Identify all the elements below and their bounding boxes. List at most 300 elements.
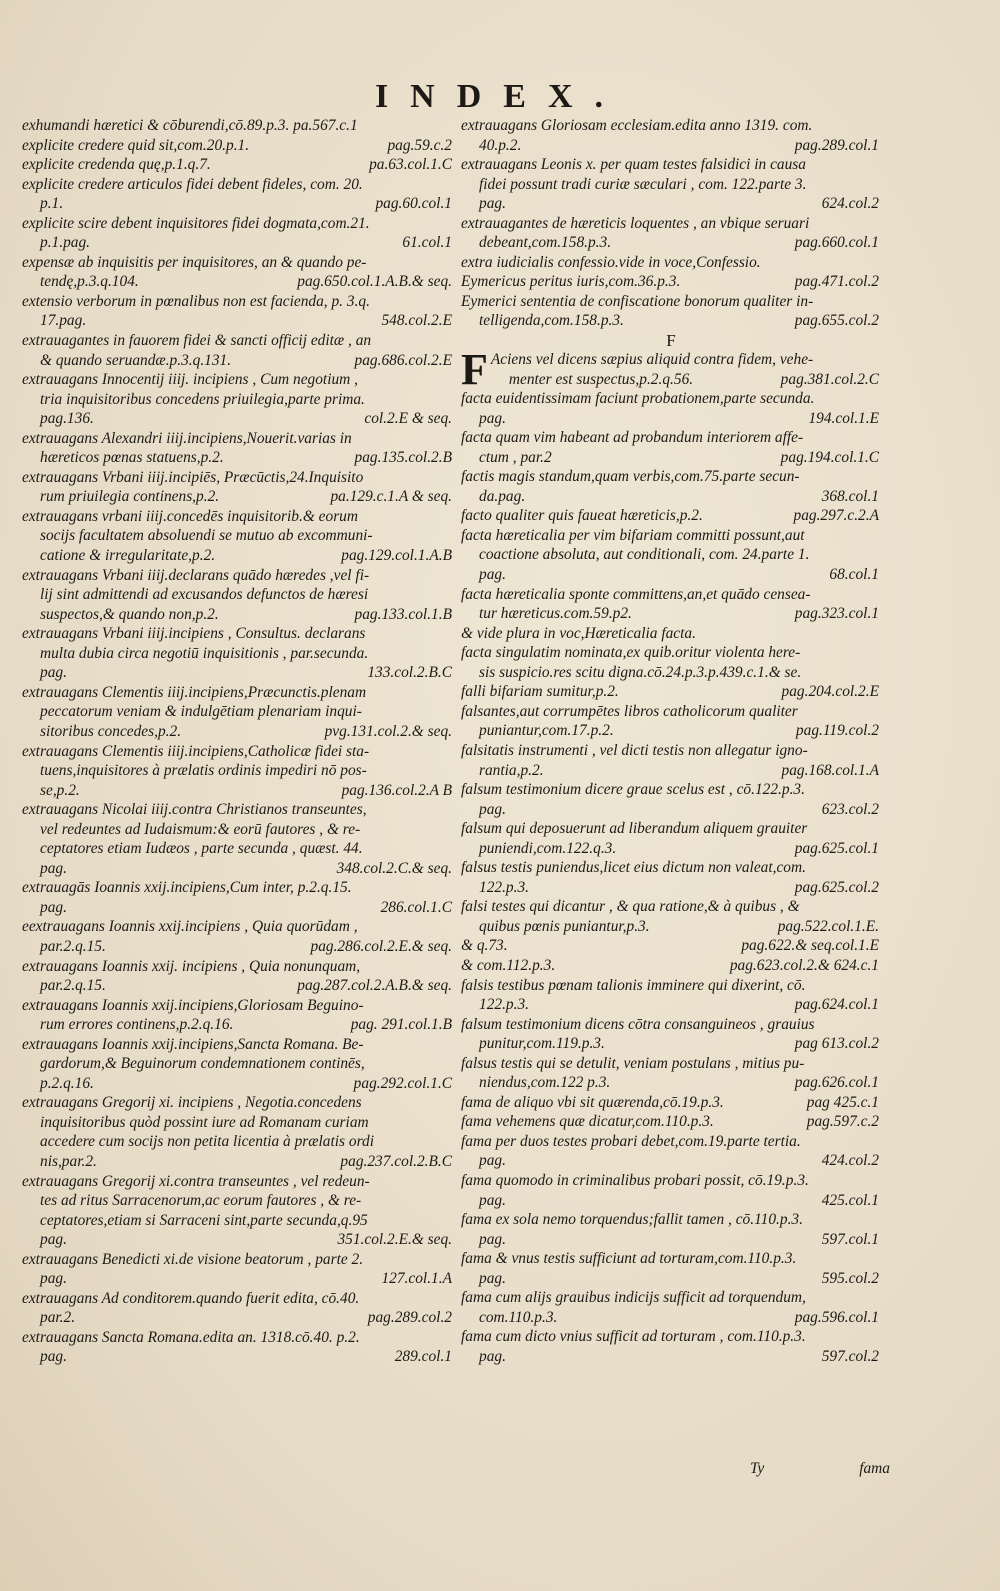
page-reference: pag.323.col.1 [794, 605, 879, 623]
entry-line: expensæ ab inquisitis per inquisitores, an & quando pe- [22, 253, 367, 271]
page-reference: pag.624.col.1 [794, 996, 879, 1014]
page-reference: 425.col.1 [821, 1191, 879, 1209]
entry-reference-row [22, 1269, 454, 1289]
index-entry [461, 1327, 881, 1366]
page-reference: pag.686.col.2.E [354, 351, 452, 369]
entry-line: ceptatores,etiam si Sarraceni sint,parte secunda,q.95 [40, 1211, 368, 1229]
entry-reference-row [22, 351, 454, 371]
entry-reference-row [461, 800, 881, 820]
entry-reference-row [22, 605, 454, 625]
index-entry [22, 1035, 454, 1094]
entry-reference-row [461, 272, 881, 292]
page-reference: pa.63.col.1.C [369, 156, 452, 174]
page-reference: 623.col.2 [821, 800, 879, 818]
entry-line: par.2. [40, 1309, 76, 1327]
index-entry [22, 996, 454, 1035]
index-entry [461, 585, 881, 624]
index-entry [22, 683, 454, 742]
page-reference: 194.col.1.E [808, 409, 879, 427]
page-reference: 597.col.2 [821, 1347, 879, 1365]
entry-reference-row [22, 722, 454, 742]
entry-line: multa dubia circa negotiū inquisitionis , par.secunda. [40, 644, 369, 662]
entry-line: fama cum dicto vnius sufficit ad torturam , com.110.p.3. [461, 1328, 806, 1346]
entry-reference-row [22, 233, 454, 253]
page-reference: 286.col.1.C [380, 898, 452, 916]
index-entry [461, 1210, 881, 1249]
entry-line: vel redeuntes ad Iudaismum:& eorū fautores , & re- [40, 820, 361, 838]
entry-line: punitur,com.119.p.3. [479, 1035, 605, 1053]
index-entry [461, 253, 881, 273]
entry-line: accedere cum socijs non petita licentia à prælatis ordi [40, 1133, 374, 1151]
page-reference: pag.597.c.2 [806, 1113, 879, 1131]
page-reference: pag.292.col.1.C [353, 1074, 452, 1092]
page-reference: pag.626.col.1 [794, 1074, 879, 1092]
index-entry [22, 253, 454, 292]
entry-reference-row [22, 1347, 454, 1367]
entry-reference-row [461, 917, 881, 937]
index-entry [22, 292, 454, 331]
page-reference: pag.129.col.1.A.B [341, 547, 452, 565]
entry-reference-row [461, 721, 881, 741]
entry-reference-row [461, 1191, 881, 1211]
entry-line: falsum qui deposuerunt ad liberandum aliquem grauiter [461, 820, 808, 838]
signature-mark: Ty [750, 1460, 765, 1477]
entry-line: fama per duos testes probari debet,com.19.parte tertia. [461, 1132, 801, 1150]
page-reference: pag.622.& seq.col.1.E [741, 937, 879, 955]
entry-reference-row [461, 487, 881, 507]
entry-line: rantia,p.2. [479, 761, 544, 779]
entry-reference-row [22, 487, 454, 507]
entry-line: falsantes,aut corrumpētes libros catholicorum qualiter [461, 702, 798, 720]
entry-line: 122.p.3. [479, 996, 530, 1014]
entry-reference-row [461, 1034, 881, 1054]
entry-line: pag. [479, 1152, 506, 1170]
page-reference: pag.297.c.2.A [793, 507, 879, 525]
index-entry [461, 1054, 881, 1093]
entry-reference-row [22, 898, 454, 918]
entry-reference-row [461, 1308, 881, 1328]
entry-line: Eymericus peritus iuris,com.36.p.3. [461, 273, 681, 291]
entry-line: extra iudicialis confessio.vide in voce,Confessio. [461, 253, 761, 271]
entry-reference-row [22, 781, 454, 801]
entry-line: fama & vnus testis sufficiunt ad torturam,com.110.p.3. [461, 1250, 797, 1268]
index-entry [22, 800, 454, 878]
page-reference: 289.col.1 [394, 1348, 452, 1366]
entry-line: pag. [40, 1270, 67, 1288]
index-entry [22, 175, 454, 214]
entry-line: extrauagans Nicolai iiij.contra Christianos transeuntes, [22, 801, 367, 819]
entry-line: extensio verborum in pœnalibus non est facienda, p. 3.q. [22, 292, 370, 310]
entry-reference-row [22, 272, 454, 292]
entry-line: pag. [40, 664, 67, 682]
entry-line: facta hæreticalia per vim bifariam committi possunt,aut [461, 526, 805, 544]
index-entry [22, 566, 454, 625]
page-reference: pag.286.col.2.E.& seq. [310, 937, 452, 955]
page-reference: 127.col.1.A [381, 1270, 452, 1288]
entry-line: extrauagans Gregorij xi.contra transeuntes , vel redeun- [22, 1172, 370, 1190]
entry-line: pag. [479, 1347, 506, 1365]
entry-line: pag. [479, 1269, 506, 1287]
entry-line: socijs facultatem absoluendi se mutuo ab excommuni- [40, 527, 373, 545]
page-reference: pag.596.col.1 [794, 1308, 879, 1326]
index-entry [22, 507, 454, 566]
index-entry [461, 292, 881, 331]
index-entry [461, 345, 881, 395]
page-reference: pag.60.col.1 [375, 195, 452, 213]
index-entry [22, 1093, 454, 1171]
page-reference: 595.col.2 [821, 1269, 879, 1287]
page-reference: pag.59.c.2 [387, 136, 452, 154]
page-reference: pag.660.col.1 [794, 234, 879, 252]
entry-line: com.110.p.3. [479, 1308, 558, 1326]
index-entry [22, 878, 454, 917]
index-entry [461, 389, 881, 428]
entry-reference-row [461, 604, 881, 624]
entry-reference-row [461, 565, 881, 585]
entry-line: sitoribus concedes,p.2. [40, 722, 182, 740]
index-entry [461, 624, 881, 644]
entry-line: explicite scire debent inquisitores fidei dogmata,com.21. [22, 214, 370, 232]
entry-line: pag. [479, 195, 506, 213]
index-entry [461, 780, 881, 819]
entry-line: extrauagans vrbani iiij.concedēs inquisitorib.& eorum [22, 507, 358, 525]
entry-reference-row [461, 1269, 881, 1289]
entry-reference-row [22, 1152, 454, 1172]
entry-line: falsus testis qui se detulit, veniam postulans , mitius pu- [461, 1054, 805, 1072]
page-reference: col.2.E & seq. [364, 410, 452, 428]
entry-line: falsus testis puniendus,licet eius dictum non valeat,com. [461, 859, 806, 877]
index-entry [461, 976, 881, 1015]
entry-line: falsis testibus pœnam talionis imminere qui dixerint, cō. [461, 976, 806, 994]
entry-reference-row [22, 311, 454, 331]
index-entry [461, 214, 881, 253]
entry-reference-row [461, 1151, 881, 1171]
page-reference: pag. 291.col.1.B [350, 1016, 452, 1034]
entry-reference-row [461, 1093, 881, 1113]
entry-line: debeant,com.158.p.3. [479, 234, 612, 252]
entry-reference-row [461, 839, 881, 859]
entry-reference-row [22, 194, 454, 214]
entry-reference-row [22, 448, 454, 468]
index-entry [22, 624, 454, 683]
entry-line: pag. [40, 898, 67, 916]
entry-line: tria inquisitoribus concedens priuilegia,parte prima. [40, 390, 365, 408]
page-reference: 61.col.1 [402, 234, 452, 252]
index-entry [461, 1249, 881, 1288]
entry-line: 40.p.2. [479, 136, 522, 154]
entry-line: extrauagans Ioannis xxij.incipiens,Sancta Romana. Be- [22, 1035, 364, 1053]
page-reference: 548.col.2.E [381, 312, 452, 330]
entry-line: pag. [479, 800, 506, 818]
entry-line: p.1. [40, 195, 64, 213]
entry-line: coactione absoluta, aut conditionali, com. 24.parte 1. [479, 546, 810, 564]
entry-line: & vide plura in voc,Hæreticalia facta. [461, 624, 696, 642]
entry-reference-row [22, 546, 454, 566]
entry-line: extrauagans Leonis x. per quam testes falsidici in causa [461, 156, 806, 174]
entry-reference-row [461, 194, 881, 214]
page-reference: pag.650.col.1.A.B.& seq. [297, 273, 452, 291]
page-reference: pag.289.col.2 [367, 1309, 452, 1327]
entry-line: pag. [479, 1191, 506, 1209]
entry-line: extrauagantes in fauorem fidei & sancti officij editæ , an [22, 332, 372, 350]
index-entry [461, 741, 881, 780]
entry-reference-row [22, 1230, 454, 1250]
entry-reference-row [461, 448, 881, 468]
page-reference: 624.col.2 [821, 195, 879, 213]
entry-line: extrauagans Benedicti xi.de visione beatorum , parte 2. [22, 1250, 364, 1268]
index-entry [461, 1132, 881, 1171]
entry-line: gardorum,& Beguinorum condemnationem continēs, [40, 1055, 365, 1073]
entry-line: quibus pœnis puniantur,p.3. [479, 917, 650, 935]
entry-reference-row [461, 1112, 881, 1132]
index-entry [461, 936, 881, 956]
entry-reference-row [461, 311, 881, 331]
index-entry [461, 1093, 881, 1113]
entry-line: factis magis standum,quam verbis,com.75.parte secun- [461, 468, 800, 486]
entry-line: fidei possunt tradi curiæ sæculari , com. 122.parte 3. [479, 175, 807, 193]
entry-line: explicite credenda quę,p.1.q.7. [22, 156, 211, 174]
index-entry [461, 155, 881, 214]
entry-line: extrauagans Vrbani iiij.incipiēs, Præcūctis,24.Inquisito [22, 468, 364, 486]
index-entry [461, 1171, 881, 1210]
page-reference: 348.col.2.C.& seq. [336, 859, 452, 877]
entry-line: sis suspicio.res scitu digna.cō.24.p.3.p.439.c.1.& se. [479, 663, 802, 681]
index-entry [461, 116, 881, 155]
entry-reference-row [22, 155, 454, 175]
entry-line: 17.pag. [40, 312, 87, 330]
entry-line: extrauagans Gregorij xi. incipiens , Negotia.concedens [22, 1094, 362, 1112]
entry-line: extrauagans Sancta Romana.edita an. 1318.cō.40. p.2. [22, 1328, 360, 1346]
entry-line: eextrauagans Ioannis xxij.incipiens , Quia quorūdam , [22, 918, 358, 936]
entry-reference-row [22, 1074, 454, 1094]
entry-line: exhumandi hæretici & cōburendi,cō.89.p.3. pa.567.c.1 [22, 117, 358, 134]
page-reference: pag.623.col.2.& 624.c.1 [729, 956, 879, 974]
entry-line: fama ex sola nemo torquendus;fallit tamen , cō.110.p.3. [461, 1211, 803, 1229]
page-reference: pag 425.c.1 [806, 1093, 879, 1111]
entry-reference-row [461, 233, 881, 253]
entry-line: facta quam vim habeant ad probandum interiorem affe- [461, 429, 804, 447]
index-entry [22, 155, 454, 175]
entry-line: explicite credere articulos fidei debent fideles, com. 20. [22, 175, 363, 193]
entry-line: explicite credere quid sit,com.20.p.1. [22, 136, 250, 154]
entry-line: puniendi,com.122.q.3. [479, 839, 617, 857]
page-reference: pag.119.col.2 [795, 722, 879, 740]
entry-line: Eymerici sententia de confiscatione bonorum qualiter in- [461, 292, 814, 310]
page-reference: pa.129.c.1.A & seq. [330, 488, 452, 506]
entry-line: fama de aliquo vbi sit quærenda,cō.19.p.3. [461, 1093, 724, 1111]
entry-line: extrauagans Ad conditorem.quando fuerit edita, cō.40. [22, 1289, 360, 1307]
entry-line: tendę,p.3.q.104. [40, 273, 139, 291]
entry-reference-row [22, 859, 454, 879]
index-entry [461, 526, 881, 585]
entry-line: pag. [40, 859, 67, 877]
index-entry [461, 702, 881, 741]
page-reference: pag.287.col.2.A.B.& seq. [297, 977, 452, 995]
index-entry [22, 1250, 454, 1289]
page-reference: pag.194.col.1.C [780, 448, 879, 466]
entry-line: ceptatores etiam Iudæos , parte secunda , quæst. 44. [40, 840, 363, 858]
entry-line: par.2.q.15. [40, 977, 106, 995]
entry-reference-row [22, 976, 454, 996]
entry-line: extrauagantes de hæreticis loquentes , an vbique seruari [461, 214, 810, 232]
entry-line: extrauagans Ioannis xxij. incipiens , Quia nonunquam, [22, 957, 361, 975]
index-entry [461, 272, 881, 292]
entry-line: & com.112.p.3. [461, 956, 556, 974]
entry-line: fama cum alijs grauibus indicijs sufficit ad torquendum, [461, 1289, 806, 1307]
entry-reference-row [22, 1308, 454, 1328]
entry-line: 122.p.3. [479, 878, 530, 896]
entry-reference-row [461, 878, 881, 898]
page-reference: pag.289.col.1 [794, 136, 879, 154]
page-reference: 68.col.1 [829, 566, 879, 584]
entry-line: extrauagans Ioannis xxij.incipiens,Gloriosam Beguino- [22, 996, 364, 1014]
entry-line: extrauagans Clementis iiij.incipiens,Præcunctis.plenam [22, 683, 367, 701]
entry-reference-row [491, 370, 881, 390]
index-entry [22, 468, 454, 507]
entry-line: extrauagans Vrbani iiij.incipiens , Consultus. declarans [22, 625, 366, 643]
entry-reference-row [461, 1073, 881, 1093]
page-reference: pag.655.col.2 [794, 312, 879, 330]
catchword: fama [859, 1460, 890, 1477]
page-reference: pag.204.col.2.E [781, 683, 879, 701]
index-column-right [461, 116, 881, 1366]
page-reference: pag 613.col.2 [794, 1035, 879, 1053]
drop-cap-letter: F [461, 345, 488, 395]
entry-line: pag.136. [40, 410, 94, 428]
index-entry [22, 1328, 454, 1367]
index-entry [461, 428, 881, 467]
entry-line: par.2.q.15. [40, 937, 106, 955]
entry-line: p.2.q.16. [40, 1074, 94, 1092]
entry-line: inquisitoribus quòd possint iure ad Romanam curiam [40, 1113, 369, 1131]
entry-line: pag. [40, 1348, 67, 1366]
entry-line: extrauagans Innocentij iiij. incipiens , Cum negotium , [22, 371, 358, 389]
index-entry [22, 742, 454, 801]
entry-reference-row [461, 936, 881, 956]
entry-line: falsum testimonium dicens cōtra consanguineos , grauius [461, 1015, 815, 1033]
entry-line: extrauagans Clementis iiij.incipiens,Catholicæ fidei sta- [22, 742, 370, 760]
page-reference: 368.col.1 [821, 487, 879, 505]
page-reference: pag.381.col.2.C [780, 370, 879, 388]
entry-reference-row [22, 1015, 454, 1035]
index-entry [461, 682, 881, 702]
index-entry [22, 429, 454, 468]
page-reference: 424.col.2 [821, 1152, 879, 1170]
page-reference: pag.625.col.1 [794, 839, 879, 857]
index-entry [22, 917, 454, 956]
page-reference: pag.133.col.1.B [354, 605, 452, 623]
index-entry [461, 858, 881, 897]
entry-line: niendus,com.122 p.3. [479, 1074, 611, 1092]
page-reference: 133.col.2.B.C [367, 664, 452, 682]
entry-reference-row [461, 506, 881, 526]
entry-reference-row [461, 409, 881, 429]
entry-line: peccatorum veniam & indulgētiam plenariam inqui- [40, 703, 362, 721]
entry-line: facta singulatim nominata,ex quib.oritur violenta here- [461, 644, 801, 662]
page-reference: pag.237.col.2.B.C [340, 1152, 452, 1170]
entry-line: pag. [479, 1230, 506, 1248]
index-entry [22, 1172, 454, 1250]
entry-reference-row [461, 136, 881, 156]
page-reference: pag.136.col.2.A B [341, 781, 452, 799]
entry-line: pag. [40, 1231, 67, 1249]
index-entry [22, 1289, 454, 1328]
entry-line: suspectos,& quando non,p.2. [40, 605, 219, 623]
entry-line: extrauagans Alexandri iiij.incipiens,Nouerit.varias in [22, 429, 352, 447]
entry-line: p.1.pag. [40, 234, 91, 252]
entry-line: fama quomodo in criminalibus probari possit, cō.19.p.3. [461, 1171, 809, 1189]
entry-reference-row [22, 409, 454, 429]
entry-line: extrauagans Gloriosam ecclesiam.edita anno 1319. com. [461, 117, 813, 134]
entry-reference-row [461, 761, 881, 781]
page-reference: pag.522.col.1.E. [777, 917, 879, 935]
index-entry [461, 643, 881, 682]
entry-line: telligenda,com.158.p.3. [479, 312, 624, 330]
entry-line: extrauagans Vrbani iiij.declarans quādo hæredes ,vel fi- [22, 566, 370, 584]
entry-line: nis,par.2. [40, 1152, 97, 1170]
section-letter: F [666, 331, 676, 351]
index-entry [22, 136, 454, 156]
page-title: INDEX. [374, 78, 626, 115]
entry-line: extrauagās Ioannis xxij.incipiens,Cum inter, p.2.q.15. [22, 879, 352, 897]
entry-line: & q.73. [461, 937, 508, 955]
entry-line: falsum testimonium dicere graue scelus est , cō.122.p.3. [461, 781, 805, 799]
entry-line: ctum , par.2 [479, 448, 552, 466]
index-entry [22, 957, 454, 996]
page-reference: 351.col.2.E.& seq. [337, 1231, 452, 1249]
page-reference: pag.135.col.2.B [354, 449, 452, 467]
index-entry [461, 1288, 881, 1327]
entry-line: facto qualiter quis faueat hæreticis,p.2. [461, 507, 703, 525]
entry-line: falli bifariam sumitur,p.2. [461, 683, 619, 701]
index-entry [461, 467, 881, 506]
index-entry [22, 214, 454, 253]
entry-reference-row [461, 682, 881, 702]
entry-reference-row [22, 136, 454, 156]
entry-reference-row [22, 937, 454, 957]
page-reference: pag.471.col.2 [794, 273, 879, 291]
entry-line: rum errores continens,p.2.q.16. [40, 1016, 234, 1034]
entry-line: tur hæreticus.com.59.p2. [479, 605, 632, 623]
entry-line: facta euidentissimam faciunt probationem,parte secunda. [461, 390, 815, 408]
entry-line: pag. [479, 409, 506, 427]
index-entry [22, 116, 454, 136]
page-reference: pag.625.col.2 [794, 878, 879, 896]
entry-line: lij sint admittendi ad excusandos defunctos de hæresi [40, 586, 369, 604]
index-entry [461, 1015, 881, 1054]
index-entry [461, 1112, 881, 1132]
page-reference: pag.168.col.1.A [781, 761, 879, 779]
entry-line: & quando seruandæ.p.3.q.131. [40, 351, 232, 369]
entry-line: se,p.2. [40, 781, 80, 799]
entry-line: puniantur,com.17.p.2. [479, 722, 614, 740]
entry-line: rum priuilegia continens,p.2. [40, 488, 220, 506]
page-reference: 597.col.1 [821, 1230, 879, 1248]
entry-reference-row [461, 1347, 881, 1367]
entry-line: catione & irregularitate,p.2. [40, 547, 216, 565]
index-entry [461, 506, 881, 526]
entry-reference-row [461, 995, 881, 1015]
entry-reference-row [461, 956, 881, 976]
entry-line: pag. [479, 566, 506, 584]
index-entry [22, 370, 454, 429]
page-footer [750, 1460, 890, 1478]
entry-line: Aciens vel dicens sæpius aliquid contra fidem, vehe- [490, 351, 814, 369]
page-reference: pvg.131.col.2.& seq. [324, 722, 452, 740]
entry-line: falsitatis instrumenti , vel dicti testis non allegatur igno- [461, 741, 808, 759]
index-column-left [22, 116, 454, 1367]
entry-line: tuens,inquisitores à prælatis ordinis impediri nō pos- [40, 762, 367, 780]
